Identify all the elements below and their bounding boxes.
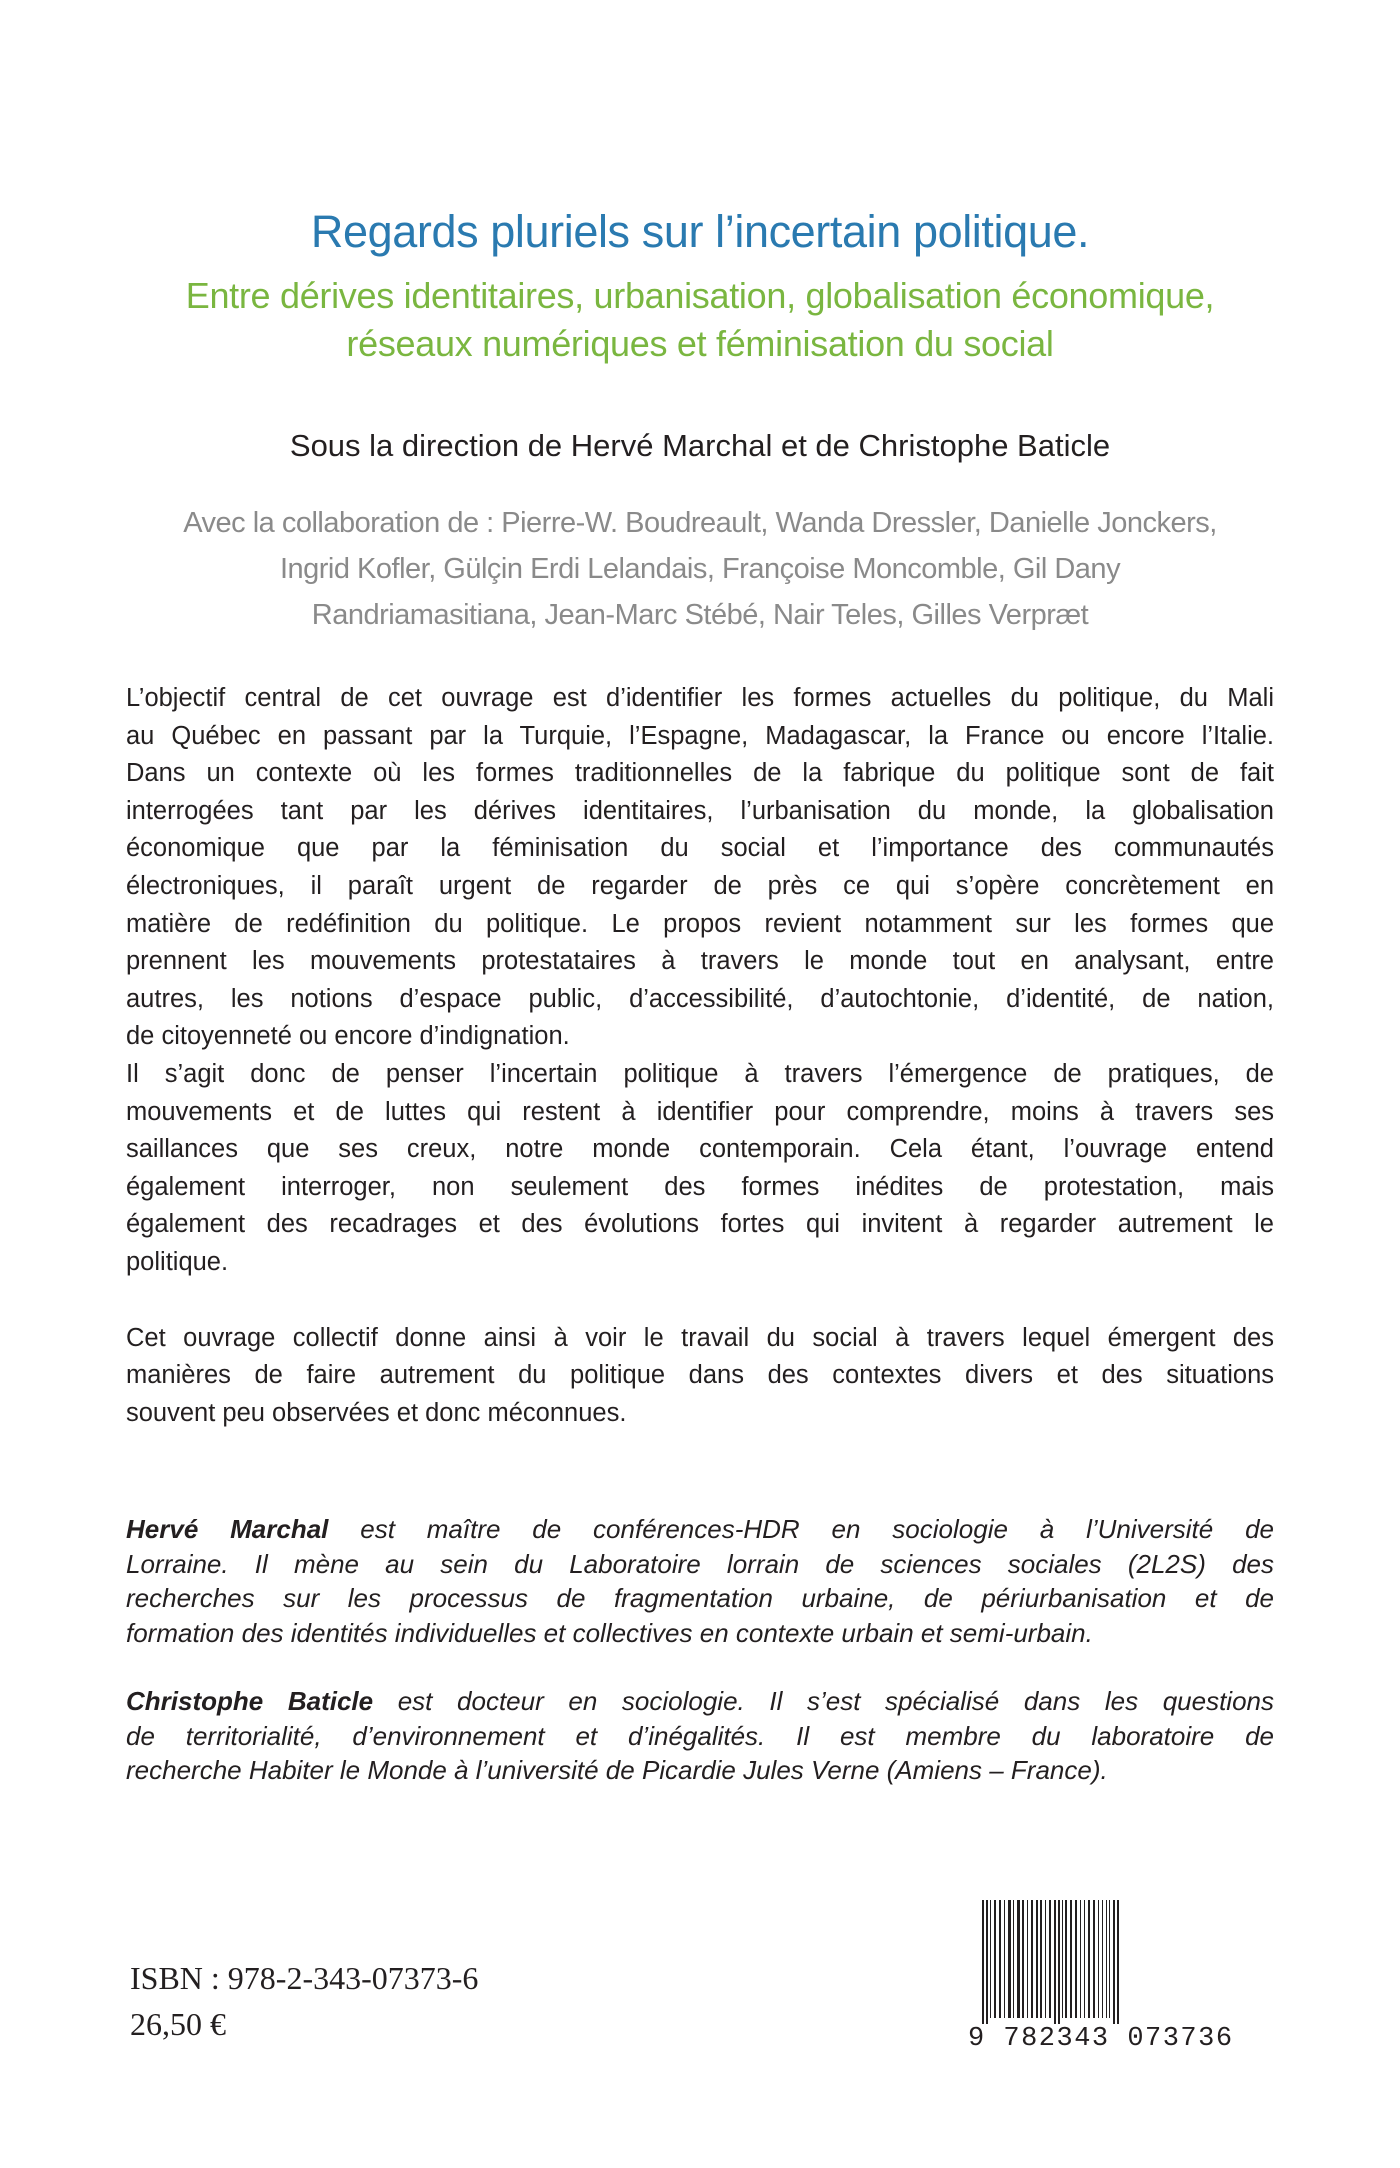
- author-name: Hervé Marchal: [126, 1514, 329, 1544]
- book-subtitle: [0, 272, 1400, 368]
- barcode-bar: [1117, 1900, 1119, 2030]
- bio-line: formation des identités individuelles et collectives en contexte urbain et semi-urbain.: [126, 1617, 1093, 1648]
- barcode-bar: [1102, 1900, 1103, 2018]
- summary-paragraph-3: [126, 1320, 1274, 1433]
- subtitle-line: réseaux numériques et féminisation du social: [346, 323, 1054, 364]
- text-line: Cet ouvrage collectif donne ainsi à voir le travail du social à travers lequel émergent des: [126, 1323, 1274, 1352]
- text-line: également des recadrages et des évolutions fortes qui invitent à regarder autrement le: [126, 1210, 1274, 1239]
- barcode-bar: [999, 1900, 1001, 2018]
- barcode-bar: [1070, 1900, 1072, 2018]
- barcode-bar: [1022, 1900, 1024, 2018]
- barcode-bar: [1084, 1900, 1085, 2018]
- summary-text: [126, 680, 1274, 1432]
- author-bios: [126, 1512, 1274, 1788]
- text-line: saillances que ses creux, notre monde contemporain. Cela étant, l’ouvrage entend: [126, 1135, 1274, 1164]
- bio-line: [126, 1512, 1274, 1547]
- summary-paragraph-1: [126, 680, 1274, 1056]
- text-line: L’objectif central de cet ouvrage est d’identifier les formes actuelles du politique, du Mali: [126, 684, 1274, 712]
- collaborators-line: Avec la collaboration de : Pierre-W. Boudreault, Wanda Dressler, Danielle Jonckers,: [183, 507, 1217, 539]
- book-title: Regards pluriels sur l’incertain politique.: [310, 206, 1090, 257]
- barcode-bar: [1054, 1900, 1056, 2030]
- text-line: économique que par la féminisation du social et l’importance des communautés: [126, 834, 1274, 863]
- text-line: également interroger, non seulement des formes inédites de protestation, mais: [126, 1172, 1274, 1201]
- barcode-bar: [1008, 1900, 1011, 2018]
- barcode-bar: [1045, 1900, 1046, 2018]
- text-line: au Québec en passant par la Turquie, l’Espagne, Madagascar, la France ou encore l’Italie.: [126, 721, 1274, 750]
- barcode-bar: [1049, 1900, 1051, 2018]
- collaborators-line: Randriamasitiana, Jean-Marc Stébé, Nair Teles, Gilles Verpræt: [311, 599, 1089, 631]
- barcode: [960, 1900, 1234, 2060]
- bio-baticle: [126, 1684, 1274, 1788]
- barcode-bar: [1013, 1900, 1014, 2018]
- text-line: Dans un contexte où les formes traditionnelles de la fabrique du politique sont de fait: [126, 759, 1274, 788]
- text-line: manières de faire autrement du politique dans des contextes divers et des situations: [126, 1361, 1274, 1390]
- bio-marchal: [126, 1512, 1274, 1650]
- text-line: de citoyenneté ou encore d’indignation.: [126, 1022, 570, 1051]
- bio-line: recherches sur les processus de fragmentation urbaine, de périurbanisation et de: [126, 1583, 1274, 1613]
- subtitle-line: Entre dérives identitaires, urbanisation, globalisation économique,: [185, 275, 1215, 316]
- bio-line: [126, 1684, 1274, 1719]
- text-line: Il s’agit donc de penser l’incertain politique à travers l’émergence de pratiques, de: [126, 1059, 1274, 1088]
- barcode-bar: [994, 1900, 996, 2018]
- price: 26,50 €: [130, 2006, 226, 2042]
- bio-line: recherche Habiter le Monde à l’université de Picardie Jules Verne (Amiens – France).: [126, 1755, 1108, 1785]
- barcode-bar: [1088, 1900, 1090, 2018]
- text-line: interrogées tant par les dérives identitaires, l’urbanisation du monde, la globalisation: [126, 796, 1274, 825]
- barcode-bar: [1098, 1900, 1099, 2018]
- barcode-bar: [1106, 1900, 1107, 2018]
- bio-line: Lorraine. Il mène au sein du Laboratoire lorrain de sciences sociales (2L2S) des: [126, 1548, 1274, 1579]
- barcode-bar: [1017, 1900, 1020, 2018]
- barcode-bar: [1065, 1900, 1067, 2018]
- barcode-bar: [1036, 1900, 1038, 2018]
- text-line: mouvements et de luttes qui restent à identifier pour comprendre, moins à travers ses: [126, 1097, 1274, 1126]
- collaborators-line: Ingrid Kofler, Gülçin Erdi Lelandais, Françoise Moncomble, Gil Dany: [279, 553, 1121, 585]
- editors-line: Sous la direction de Hervé Marchal et de Christophe Baticle: [289, 428, 1111, 463]
- barcode-bar: [1004, 1900, 1005, 2018]
- barcode-bar: [1080, 1900, 1081, 2018]
- text-line: politique.: [126, 1247, 229, 1276]
- text-line: matière de redéfinition du politique. Le propos revient notamment sur les formes que: [126, 909, 1274, 938]
- barcode-bar: [1075, 1900, 1077, 2018]
- barcode-bar: [1109, 1900, 1110, 2018]
- barcode-bar: [990, 1900, 991, 2018]
- summary-paragraph-2: [126, 1056, 1274, 1282]
- text-line: prennent les mouvements protestataires à travers le monde tout en analysant, entre: [126, 947, 1274, 976]
- isbn: ISBN : 978-2-343-07373-6: [130, 1960, 479, 1996]
- barcode-bar: [1062, 1900, 1063, 2018]
- barcode-bar: [982, 1900, 984, 2030]
- barcode-bar: [1058, 1900, 1060, 2030]
- barcode-bar: [1031, 1900, 1033, 2018]
- bio-line: de territorialité, d’environnement et d’inégalités. Il est membre du laboratoire de: [126, 1720, 1274, 1751]
- barcode-digits: 9 782343 073736: [968, 2024, 1234, 2054]
- collaborators: [0, 500, 1400, 638]
- text-line: souvent peu observées et donc méconnues.: [126, 1398, 627, 1427]
- bio-text: est docteur en sociologie. Il s’est spécialisé dans les questions: [373, 1686, 1274, 1716]
- barcode-bar: [986, 1900, 988, 2030]
- barcode-bar: [1093, 1900, 1095, 2018]
- author-name: Christophe Baticle: [126, 1686, 374, 1716]
- barcode-bar: [1040, 1900, 1042, 2018]
- bio-text: est maître de conférences-HDR en sociologie à l’Université de: [328, 1514, 1274, 1544]
- text-line: électroniques, il paraît urgent de regarder de près ce qui s’opère concrètement en: [126, 871, 1274, 900]
- barcode-bar: [1027, 1900, 1028, 2018]
- text-line: autres, les notions d’espace public, d’accessibilité, d’autochtonie, d’identité, de nation,: [126, 984, 1274, 1013]
- barcode-bars-icon: [960, 1900, 1220, 2030]
- barcode-bar: [1113, 1900, 1115, 2030]
